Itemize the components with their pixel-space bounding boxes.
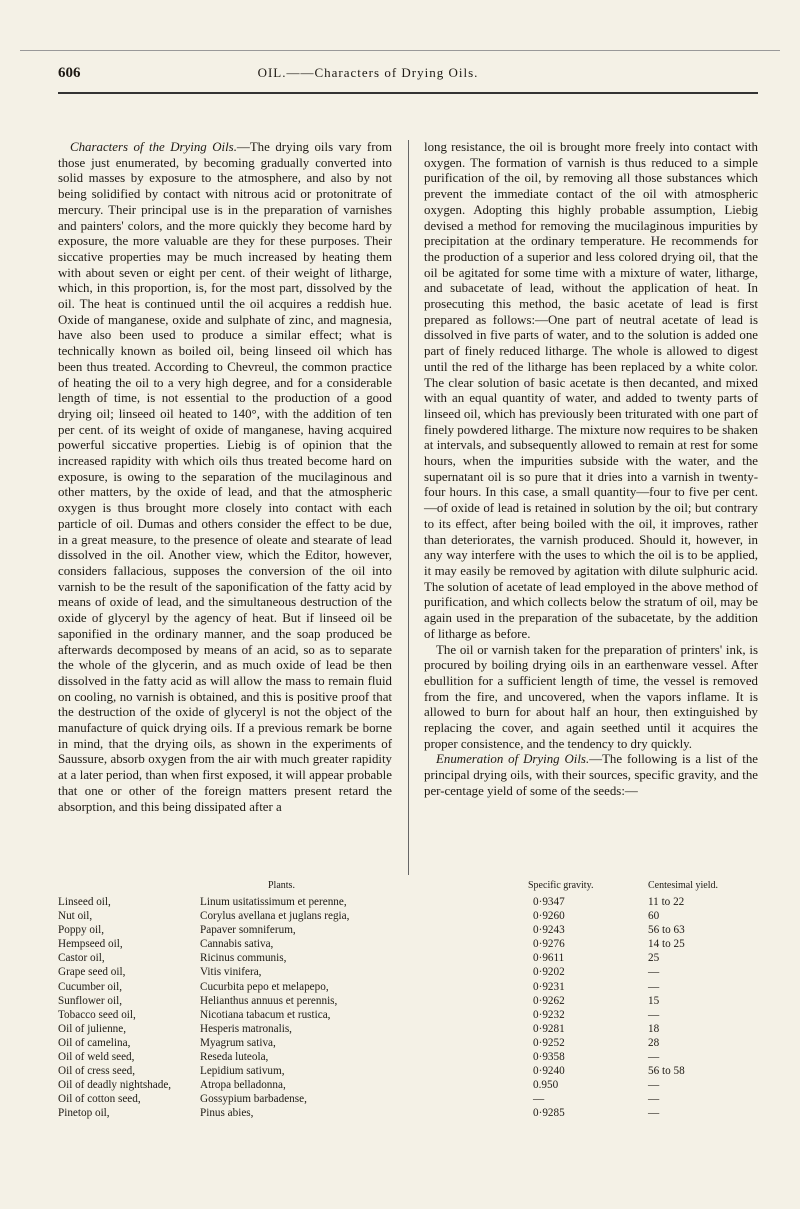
text-columns <box>58 140 758 875</box>
plant-name: Hesperis matronalis, <box>200 1022 292 1035</box>
oil-name: Oil of cress seed, <box>58 1065 136 1078</box>
table-row <box>58 923 758 937</box>
centesimal-yield: — <box>648 1079 660 1092</box>
right-paragraph-1: long resistance, the oil is brought more freely into contact with oxygen. The formation of varnish is thus reduced to a simple purification of the oil, by removing all those substances which prevent the immediate contact of the oil with atmospheric oxygen. Adopting this highly probable assumption, Liebig devised a method for removing the mucilaginous impurities by precipitation at the ordinary temperature. He recommends for the production of a superior and less colored drying oil, that the oil be agitated for some time with a mixture of water, litharge, and subacetate of lead, without the application of heat. In prosecuting this method, the basic acetate of lead is first prepared as follows:—One part of neutral acetate of lead is dissolved in five parts of water, and to the solution is added one part of finely reduced litharge. The whole is allowed to digest until the red of the litharge has been replaced by a white color. The clear solution of basic acetate is then decanted, and mixed with an equal quantity of water, and added to twenty parts of linseed oil, which has previously been triturated with one part of finely powdered litharge. The mixture now requires to be shaken at intervals, and subsequently allowed to remain at rest for some hours, when the impurities subside with the water, and the supernatant oil is so pure that it dries into a varnish in twenty-four hours. In this case, a small quantity—four to five per cent.—of oxide of lead is retained in solution by the oil; but contrary to its effect, after being boiled with the oil, it improves, rather than deteriorates, the varnish produced. Should it, however, in any way interfere with the uses to which the oil is to be applied, it may easily be removed by agitation with dilute sulphuric acid. The solution of acetate of lead employed in the above method of purification, and which collects below the stratum of oil, may be again used in the preparation of the subacetate, by the addition of litharge as before. <box>424 140 758 641</box>
oil-name: Tobacco seed oil, <box>58 1008 136 1021</box>
right-paragraph-3: —The following is a list of the principal drying oils, with their sources, specific gravity, and the per-centage yield of some of the seeds:— <box>424 752 758 798</box>
centesimal-yield: 28 <box>648 1036 660 1049</box>
oil-name: Sunflower oil, <box>58 994 123 1007</box>
plant-name: Vitis vinifera, <box>200 966 262 979</box>
yield-header: Centesimal yield. <box>648 880 718 891</box>
centesimal-yield: — <box>648 980 660 993</box>
table-row <box>58 1106 758 1120</box>
oil-name: Oil of weld seed, <box>58 1051 135 1064</box>
running-title: OIL.——Characters of Drying Oils. <box>257 65 479 80</box>
column-divider <box>408 140 409 875</box>
oil-name: Linseed oil, <box>58 896 111 908</box>
table-row <box>58 937 758 951</box>
table-row <box>58 1036 758 1050</box>
centesimal-yield: — <box>648 1008 660 1021</box>
plant-name: Pinus abies, <box>200 1107 254 1120</box>
centesimal-yield: 15 <box>648 994 660 1007</box>
table-row <box>58 1092 758 1106</box>
specific-gravity: 0·9285 <box>533 1107 565 1120</box>
specific-gravity: 0·9232 <box>533 1008 565 1021</box>
table-header <box>58 880 758 895</box>
plant-name: Myagrum sativa, <box>200 1036 276 1049</box>
table-row <box>58 951 758 965</box>
table-row <box>58 909 758 923</box>
specific-gravity: 0·9358 <box>533 1051 565 1064</box>
right-column <box>424 140 758 800</box>
table-row <box>58 1050 758 1064</box>
table-row <box>58 994 758 1008</box>
enumeration-heading: Enumeration of Drying Oils. <box>436 752 590 767</box>
header-rule <box>58 92 758 94</box>
oil-name: Nut oil, <box>58 910 93 923</box>
table-row <box>58 895 758 909</box>
specific-gravity: — <box>533 1093 545 1106</box>
centesimal-yield: 25 <box>648 952 660 965</box>
centesimal-yield: — <box>648 1051 660 1064</box>
centesimal-yield: 18 <box>648 1022 660 1035</box>
specific-gravity: 0·9202 <box>533 966 565 979</box>
oil-name: Cucumber oil, <box>58 980 123 993</box>
plant-name: Reseda luteola, <box>200 1051 269 1064</box>
specific-gravity: 0·9260 <box>533 910 565 923</box>
plant-name: Linum usitatissimum et perenne, <box>200 896 347 908</box>
drying-oils-table <box>58 880 758 1121</box>
plant-name: Cucurbita pepo et melapepo, <box>200 980 329 993</box>
table-row <box>58 1064 758 1078</box>
specific-gravity: 0·9231 <box>533 980 565 993</box>
specific-gravity: 0·9281 <box>533 1022 565 1035</box>
oil-name: Hempseed oil, <box>58 938 123 951</box>
plants-header: Plants. <box>268 880 295 891</box>
centesimal-yield: — <box>648 1107 660 1120</box>
specific-gravity: 0·9240 <box>533 1065 565 1078</box>
table-row <box>58 1008 758 1022</box>
page-number: 606 <box>58 64 81 81</box>
oil-name: Poppy oil, <box>58 924 105 937</box>
centesimal-yield: — <box>648 1093 660 1106</box>
oil-name: Castor oil, <box>58 952 105 965</box>
plant-name: Nicotiana tabacum et rustica, <box>200 1008 331 1021</box>
specific-gravity: 0·9611 <box>533 952 565 965</box>
left-column <box>58 140 392 815</box>
plant-name: Gossypium barbadense, <box>200 1093 307 1106</box>
plant-name: Helianthus annuus et perennis, <box>200 994 338 1007</box>
oil-name: Grape seed oil, <box>58 966 126 979</box>
specific-gravity: 0·9243 <box>533 924 565 937</box>
centesimal-yield: 56 to 63 <box>648 924 685 937</box>
specific-gravity: 0·9252 <box>533 1036 565 1049</box>
plant-name: Cannabis sativa, <box>200 938 274 951</box>
page-header <box>58 58 758 88</box>
centesimal-yield: 11 to 22 <box>648 896 685 908</box>
table-body <box>58 895 758 1121</box>
specific-gravity: 0.950 <box>533 1079 559 1092</box>
plant-name: Lepidium sativum, <box>200 1065 285 1078</box>
section-heading: Characters of the Drying Oils. <box>70 140 237 154</box>
table-row <box>58 1022 758 1036</box>
centesimal-yield: 56 to 58 <box>648 1065 685 1078</box>
specific-gravity: 0·9347 <box>533 896 565 908</box>
plant-name: Atropa belladonna, <box>200 1079 286 1092</box>
plant-name: Papaver somniferum, <box>200 924 296 937</box>
table-row <box>58 980 758 994</box>
plant-name: Ricinus communis, <box>200 952 287 965</box>
centesimal-yield: 14 to 25 <box>648 938 685 951</box>
right-paragraph-2: The oil or varnish taken for the preparation of printers' ink, is procured by boiling drying oils in an earthenware vessel. After ebullition for a sufficient length of time, the vessel is removed from the fire, and uncovered, when the vapors inflame. It is allowed to burn for about half an hour, then extinguished by replacing the cover, and again seethed until it acquires the proper consistence, and the tendency to dry quickly. <box>424 642 758 751</box>
centesimal-yield: 60 <box>648 910 660 923</box>
oil-name: Pinetop oil, <box>58 1107 110 1120</box>
oil-name: Oil of julienne, <box>58 1022 127 1035</box>
oil-name: Oil of camelina, <box>58 1036 131 1049</box>
gravity-header: Specific gravity. <box>528 880 594 891</box>
left-paragraph-1: —The drying oils vary from those just enumerated, by becoming gradually converted into solid masses by exposure to the atmosphere, and also by not being solidified by contact with nitrous acid or protonitrate of mercury. Their principal use is in the preparation of varnishes and painters' colors, and the more quickly they become hard by exposure, the more valuable are they for these purposes. Their siccative properties may be much increased by heating them with about seven or eight per cent. of their weight of litharge, which, in this proportion, is, for the most part, dissolved by the oil. The heat is continued until the oil acquires a reddish hue. Oxide of manganese, oxide and sulphate of zinc, and magnesia, have also been used to produce a similar effect; what is technically known as boiled oil, being linseed oil which has been thus treated. According to Chevreul, the common practice of heating the oil to a very high degree, and for a considerable length of time, is not essential to the production of a good drying oil; linseed oil heated to 140°, with the addition of ten per cent. of its weight of oxide of manganese, having acquired powerful siccative properties. Liebig is of opinion that the increased rapidity with which oils thus treated become hard on exposure, is owing to the separation of the mucilaginous and other matters, by the oxide of lead, and that the atmospheric oxygen is thus brought more closely into contact with each particle of oil. Dumas and others consider the effect to be due, in a great measure, to the presence of oleate and stearate of lead dissolved in the oil. Another view, which the Editor, however, considers fallacious, supposes the conversion of the oil into varnish to be the result of the saponification of the fatty acid by means of oxide of lead, and the simultaneous destruction of the oxide of glyceryl by the agency of heat. But if linseed oil be saponified in the ordinary manner, and the soap produced be afterwards decomposed by means of an acid, so as to separate the whole of the glycerin, and as much oxide of lead be then dissolved in the fatty acid as will allow the mass to remain fluid on cooling, no varnish is obtained, and this is positive proof that the destruction of the oxide of glyceryl is not the object of the manufacture of quick drying oils. If a previous remark be borne in mind, that the drying oils, as shown in the experiments of Saussure, absorb oxygen from the air with much greater rapidity at a later period, than when first exposed, it will appear probable that one or other of the foreign matters present retard the absorption, and this being dissipated after a <box>58 140 392 814</box>
oil-name: Oil of cotton seed, <box>58 1093 141 1106</box>
table-row <box>58 965 758 979</box>
plant-name: Corylus avellana et juglans regia, <box>200 910 350 923</box>
table-row <box>58 1078 758 1092</box>
top-border <box>20 50 780 51</box>
specific-gravity: 0·9262 <box>533 994 565 1007</box>
oil-name: Oil of deadly nightshade, <box>58 1079 172 1092</box>
specific-gravity: 0·9276 <box>533 938 565 951</box>
centesimal-yield: — <box>648 966 660 979</box>
